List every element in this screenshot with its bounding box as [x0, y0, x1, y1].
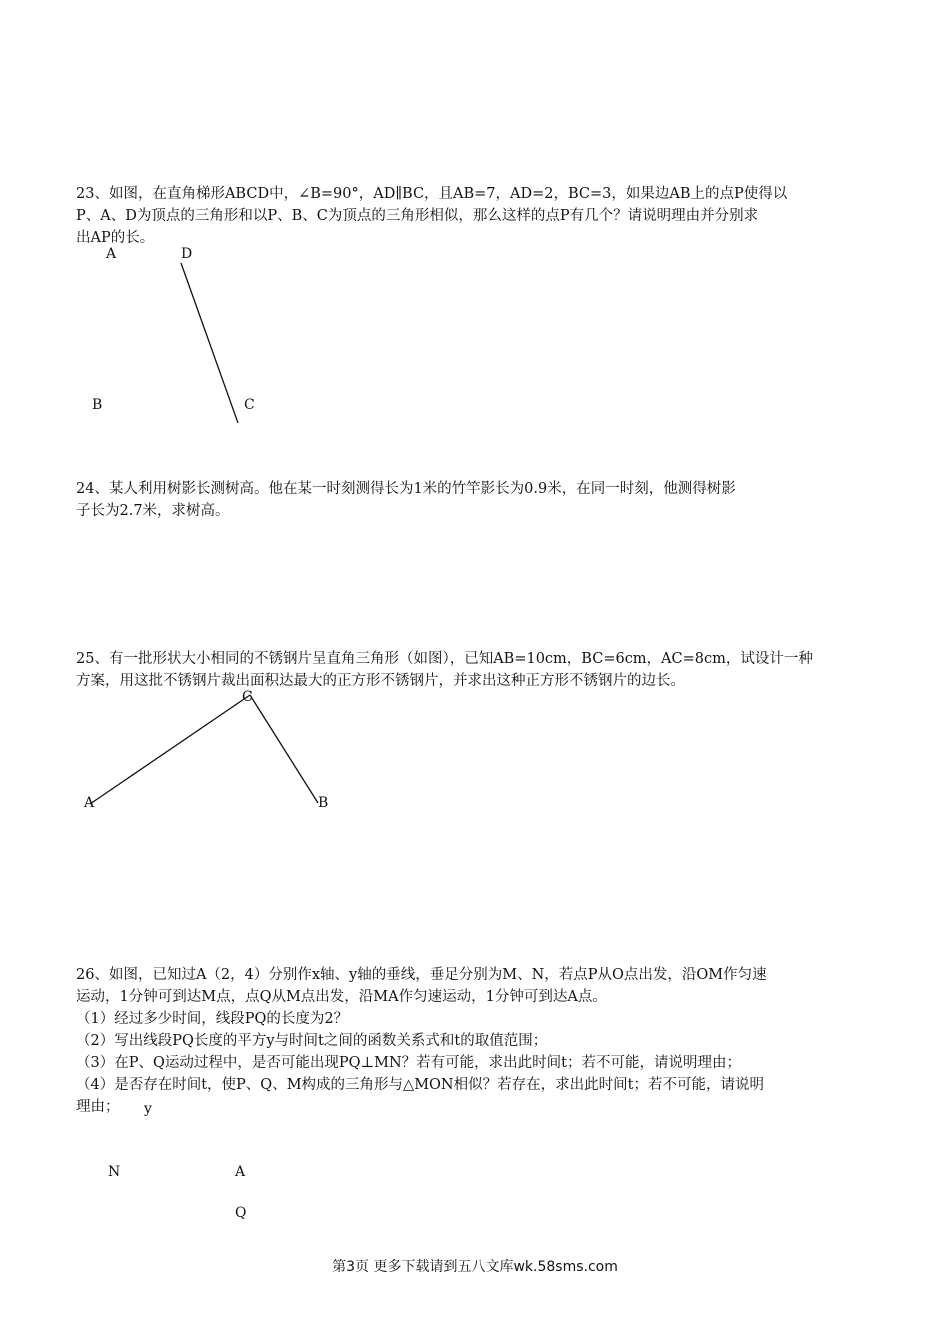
q23-label-d: D: [181, 246, 193, 262]
q25-line-2: 方案，用这批不锈钢片裁出面积达最大的正方形不锈钢片，并求出这种正方形不锈钢片的边长。: [76, 673, 685, 689]
q26-label-y: y: [144, 1101, 152, 1117]
q25-label-c: C: [242, 689, 253, 705]
q25-segment-cb: [250, 695, 318, 803]
q23-line-2: P、A、D为顶点的三角形和以P、B、C为顶点的三角形相似，那么这样的点P有几个？请说明理由并分别求: [76, 208, 759, 224]
q23-label-c: C: [244, 397, 255, 413]
q23-line-3: 出AP的长。: [76, 230, 155, 246]
q26-subquestion-3: （3）在P、Q运动过程中，是否可能出现PQ⊥MN？若有可能，求出此时间t；若不可能，请说明理由；: [76, 1055, 742, 1071]
q26-line-2: 运动，1分钟可到达M点，点Q从M点出发，沿MA作匀速运动，1分钟可到达A点。: [76, 989, 607, 1005]
q26-label-a: A: [235, 1164, 246, 1180]
q24-line-1: 24、某人利用树影长测树高。他在某一时刻测得长为1米的竹竿影长为0.9米，在同一时刻，他测得树影: [76, 481, 736, 497]
page-footer: 第3页 更多下载请到五八文库wk.58sms.com: [332, 1259, 618, 1275]
q24-line-2: 子长为2.7米，求树高。: [76, 503, 230, 519]
q26-label-n: N: [108, 1164, 121, 1180]
q23-line-1: 23、如图，在直角梯形ABCD中，∠B=90°，AD∥BC，且AB=7，AD=2，BC=3，如果边AB上的点P使得以: [76, 186, 788, 202]
q26-line-1: 26、如图，已知过A（2，4）分别作x轴、y轴的垂线，垂足分别为M、N，若点P从O点出发，沿OM作匀速: [76, 967, 767, 983]
q25-label-a: A: [84, 795, 95, 811]
q25-segment-ac: [90, 695, 250, 804]
q26-subquestion-4-cont: 理由；: [76, 1099, 120, 1115]
q26-subquestion-2: （2）写出线段PQ长度的平方y与时间t之间的函数关系式和t的取值范围；: [76, 1033, 548, 1049]
q26-subquestion-1: （1）经过多少时间，线段PQ的长度为2？: [76, 1011, 349, 1027]
q26-subquestion-4: （4）是否存在时间t，使P、Q、M构成的三角形与△MON相似？若存在，求出此时间t；若不可能，请说明: [76, 1077, 764, 1093]
q26-label-q: Q: [235, 1205, 247, 1221]
q25-label-b: B: [318, 795, 329, 811]
question-26: [76, 964, 866, 1118]
q23-label-b: B: [92, 397, 103, 413]
q25-line-1: 25、有一批形状大小相同的不锈钢片呈直角三角形（如图），已知AB=10cm，BC=6cm，AC=8cm，试设计一种: [76, 651, 813, 667]
q23-label-a: A: [106, 246, 117, 262]
